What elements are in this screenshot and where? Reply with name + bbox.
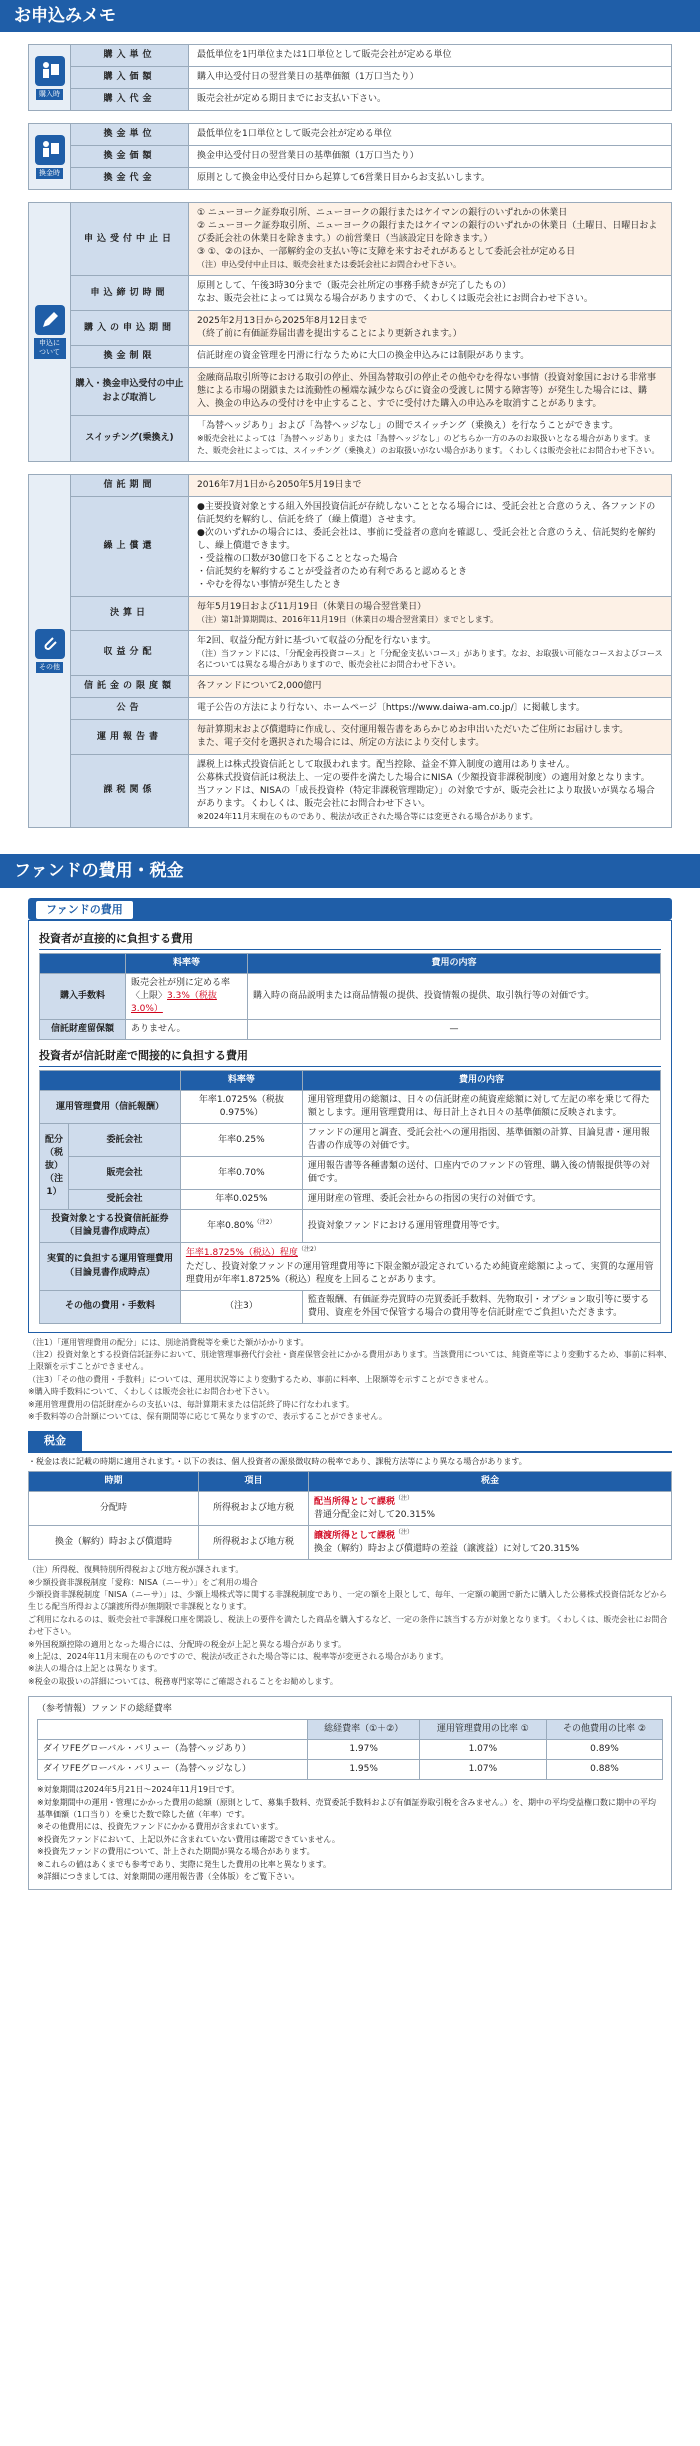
other-row-label: 公告	[71, 698, 189, 719]
retention-desc: —	[248, 1020, 661, 1040]
other-line: （注）第1計算期間は、2016年11月19日（休業日の場合翌営業日）までとします。	[197, 615, 499, 625]
other-row-value	[189, 755, 671, 827]
application-section	[28, 202, 672, 461]
tax-notes	[28, 1564, 672, 1688]
tax-header: 項目	[199, 1471, 309, 1491]
note-line: ※投資先ファンドの費用について、計上された期間が異なる場合があります。	[37, 1847, 315, 1857]
ref-cell: 0.88%	[546, 1760, 662, 1780]
application-row-value	[189, 346, 671, 367]
note-line: ※その他費用には、投資先ファンドにかかる費用が含まれています。	[37, 1822, 283, 1832]
tax-item: 所得税および地方税	[199, 1492, 309, 1526]
ref-cell: 0.89%	[546, 1740, 662, 1760]
table-row	[71, 755, 671, 827]
other-row-label: 信託期間	[71, 475, 189, 496]
dist-rate: 年率0.025%	[180, 1190, 302, 1210]
application-line: なお、販売会社によっては異なる場合がありますので、くわしくは販売会社にお問合わせ下さい。	[197, 294, 593, 305]
other-row-label: 運用報告書	[71, 720, 189, 754]
table-row	[71, 631, 671, 676]
table-row	[71, 720, 671, 755]
purchase-row-value: 販売会社が定める期日までにお支払い下さい。	[189, 89, 671, 110]
table-row	[71, 311, 671, 346]
ref-cell: ダイワFEグローバル・バリュー（為替ヘッジなし）	[38, 1760, 308, 1780]
tax-header: 税金	[309, 1471, 672, 1491]
table-row	[71, 497, 671, 597]
note-line: ※少額投資非課税制度「愛称：NISA（ニーサ）」をご利用の場合	[28, 1577, 258, 1587]
other-line: ●主要投資対象とする組入外国投資信託が存続しないこととなる場合には、受託会社と合意のうえ、各ファンドの信託契約を解約し、信託を終了（繰上償還）させます。	[197, 501, 656, 525]
table-row	[40, 1124, 661, 1157]
table-row	[71, 676, 671, 698]
application-line: ③ ①、②のほか、一部解約金の支払い等に支障を来すおそれがあるとして委託会社が定める日	[197, 247, 576, 258]
dist-label: 委託会社	[69, 1124, 181, 1157]
other-line: 公募株式投資信託は税法上、一定の要件を満たした場合にNISA（少額投資非課税制度）の適用対象となります。	[197, 773, 650, 784]
redemption-icon-cell	[29, 124, 71, 189]
purchase-fee-rate: 販売会社が別に定める率〈上限〉3.3%（税抜3.0%）	[126, 973, 248, 1019]
table-row	[40, 1020, 661, 1040]
expense-ratio-notes	[37, 1784, 663, 1883]
fees-section	[28, 898, 672, 1333]
purchase-row-value: 購入申込受付日の翌営業日の基準価額（1万口当たり）	[189, 67, 671, 88]
other-line: ・やむを得ない事情が発生したとき	[197, 580, 342, 590]
other-row-label: 課税関係	[71, 755, 189, 827]
other-line: また、電子交付を選択された場合には、所定の方法により交付します。	[197, 738, 485, 749]
note-line: ※手数料等の合計額については、保有期間等に応じて異なりますので、表示することができません。	[28, 1412, 387, 1422]
table-row	[29, 1526, 672, 1560]
application-row-value	[189, 368, 671, 415]
direct-cost-table	[39, 953, 661, 1040]
other-fee-desc: 監査報酬、有価証券売買時の売買委託手数料、先物取引・オプション取引等に要する費用、資産を外国で保管する場合の費用等を信託財産でご負担いただきます。	[302, 1290, 660, 1323]
tax-value: 譲渡所得として課税$^{(注)}$ 換金（解約）時および償還時の差益（譲渡益）に対して20.315%	[309, 1526, 672, 1560]
dist-label: 受託会社	[69, 1190, 181, 1210]
table-row	[40, 1210, 661, 1243]
table-row	[71, 475, 671, 497]
application-row-label: 申込受付中止日	[71, 203, 189, 275]
purchase-fee-label: 購入手数料	[40, 973, 126, 1019]
table-row	[40, 1290, 661, 1323]
table-row	[40, 973, 661, 1019]
other-row-label: 繰上償還	[71, 497, 189, 596]
tax-value: 配当所得として課税$^{(注)}$ 普通分配金に対して20.315%	[309, 1492, 672, 1526]
retention-rate: ありません。	[126, 1020, 248, 1040]
indirect-header-desc: 費用の内容	[302, 1071, 660, 1091]
table-row	[71, 346, 671, 368]
redemption-row-label: 換金単位	[71, 124, 189, 145]
application-block	[28, 202, 672, 461]
table-row	[40, 1157, 661, 1190]
note-line: ※購入時手数料について、くわしくは販売会社にお問合わせ下さい。	[28, 1387, 275, 1397]
application-row-value	[189, 203, 671, 275]
application-row-value	[189, 276, 671, 310]
other-row-label: 決算日	[71, 597, 189, 630]
table-row	[71, 146, 671, 168]
other-line: 年2回、収益分配方針に基づいて収益の分配を行ないます。	[197, 635, 437, 646]
redemption-section	[28, 123, 672, 190]
other-line: 電子公告の方法により行ない、ホームページ〔https://www.daiwa-am.co.jp/〕に掲載します。	[197, 702, 585, 713]
other-line: 各ファンドについて2,000億円	[197, 680, 322, 691]
expense-ratio-title: （参考情報）ファンドの総経費率	[37, 1704, 172, 1715]
dist-desc: 運用報告書等各種書類の送付、口座内でのファンドの管理、購入後の情報提供等の対価です。	[302, 1157, 660, 1190]
target-fund-rate: 年率0.80%$^{(注2)}$	[180, 1210, 302, 1243]
tax-time: 分配時	[29, 1492, 199, 1526]
direct-header-blank	[40, 953, 126, 973]
ref-cell: 1.07%	[419, 1760, 546, 1780]
note-line: ※税金の取扱いの詳細については、税務専門家等にご確認されることをお勧めします。	[28, 1676, 338, 1686]
application-line: ① ニューヨーク証券取引所、ニューヨークの銀行またはケイマンの銀行のいずれかの休業日	[197, 208, 568, 219]
application-row-label: スイッチング(乗換え)	[71, 416, 189, 460]
note-line: ※外国税額控除の適用となった場合には、分配時の税金が上記と異なる場合があります。	[28, 1639, 347, 1649]
redemption-icon-label: 換金時	[36, 168, 63, 179]
fees-title: ファンドの費用・税金	[0, 854, 700, 888]
table-row	[71, 89, 671, 110]
indirect-cost-title: 投資者が信託財産で間接的に負担する費用	[39, 1048, 661, 1067]
table-row	[40, 1091, 661, 1124]
other-row-label: 信託金の限度額	[71, 676, 189, 697]
purchase-icon-cell	[29, 45, 71, 110]
mgmt-fee-rate: 年率1.0725%（税抜0.975%）	[180, 1091, 302, 1124]
other-row-value	[189, 475, 671, 496]
direct-header-rate: 料率等	[126, 953, 248, 973]
table-row	[71, 124, 671, 146]
table-row	[71, 368, 671, 416]
other-line: ・信託契約を解約することが受益者のため有利であると認めるとき	[197, 566, 468, 577]
other-line: 毎年5月19日および11月19日（休業日の場合翌営業日）	[197, 602, 427, 613]
other-icon-label: その他	[36, 662, 63, 673]
dist-rate: 年率0.70%	[180, 1157, 302, 1190]
other-icon-cell	[29, 475, 71, 827]
purchase-block	[28, 44, 672, 111]
application-icon-cell	[29, 203, 71, 460]
effective-fee-value: 年率1.8725%（税込）程度$^{(注2)}$ ただし、投資対象ファンドの運用管理費用等に下限金額が設定されているため純資産総額によって、実質的な運用管理費用が年率1.8725%（税込）程度を上回ることがあります。	[180, 1243, 660, 1290]
application-icon-label: 申込について	[34, 338, 66, 358]
other-line: 課税上は株式投資信託として取扱われます。配当控除、益金不算入制度の適用はありません。	[197, 760, 575, 771]
note-line: （注2）投資対象とする投資信託証券において、別途管理事務代行会社・資産保管会社にかかる費用があります。当該費用については、純資産等により変動するため、事前に料率、上限額を示すことができません。	[28, 1350, 672, 1372]
ref-cell: 1.07%	[419, 1740, 546, 1760]
application-row-value	[189, 311, 671, 345]
note-line: （注）所得税、復興特別所得税および地方税が課されます。	[28, 1565, 244, 1575]
table-row	[71, 168, 671, 189]
other-row-value	[189, 676, 671, 697]
application-line: 信託財産の資金管理を円滑に行なうために大口の換金申込みには制限があります。	[197, 351, 530, 362]
table-row	[29, 1492, 672, 1526]
pen-icon	[35, 305, 65, 335]
redemption-block	[28, 123, 672, 190]
redemption-row-value: 換金申込受付日の翌営業日の基準価額（1万口当たり）	[189, 146, 671, 167]
other-block	[28, 474, 672, 828]
application-line: ※販売会社によっては「為替ヘッジあり」または「為替ヘッジなし」のどちらか一方のみのお取扱いとなる場合があります。また、販売会社によっては、スイッチング（乗換え）のお取扱いがない場合があります。くわしくは販売会社にお問合わせ下さい。	[197, 434, 660, 456]
target-fund-desc: 投資対象ファンドにおける運用管理費用等です。	[302, 1210, 660, 1243]
other-row-label: 収益分配	[71, 631, 189, 675]
note-line: ※法人の場合は上記とは異なります。	[28, 1664, 163, 1674]
dist-desc: 運用財産の管理、委託会社からの指図の実行の対価です。	[302, 1190, 660, 1210]
table-row	[38, 1760, 663, 1780]
indirect-cost-table	[39, 1070, 661, 1324]
application-row-label: 申込締切時間	[71, 276, 189, 310]
redemption-person-icon	[35, 135, 65, 165]
note-line: ※対象期間は2024年5月21日〜2024年11月19日です。	[37, 1785, 240, 1795]
other-line: ・受益権の口数が30億口を下ることとなった場合	[197, 553, 398, 564]
note-line: （注3）「その他の費用・手数料」については、運用状況等により変動するため、事前に料率、上限額等を示すことができません。	[28, 1374, 494, 1384]
fees-box	[28, 920, 672, 1333]
table-row	[71, 45, 671, 67]
effective-fee-label: 実質的に負担する運用管理費用（目論見書作成時点）	[40, 1243, 181, 1290]
application-line: 原則として、午後3時30分まで（販売会社所定の事務手続きが完了したもの）	[197, 281, 512, 292]
indirect-header-rate: 料率等	[180, 1071, 302, 1091]
ref-header: 総経費率（①＋②）	[308, 1720, 419, 1740]
purchase-person-icon	[35, 56, 65, 86]
dist-label: 販売会社	[69, 1157, 181, 1190]
table-row	[71, 276, 671, 311]
purchase-row-label: 購入代金	[71, 89, 189, 110]
note-line: ご利用になれるのは、販売会社で非課税口座を開設し、税法上の要件を満たした商品を購入するなど、一定の条件に該当する方が対象となります。くわしくは、販売会社にお問合わせ下さい。	[28, 1614, 668, 1637]
expense-ratio-box	[28, 1696, 672, 1890]
table-row	[71, 67, 671, 89]
redemption-row-value: 最低単位を1口単位として販売会社が定める単位	[189, 124, 671, 145]
table-row	[40, 1243, 661, 1290]
fees-section-bar	[28, 898, 672, 920]
ref-cell: 1.95%	[308, 1760, 419, 1780]
tax-title: 税金	[28, 1431, 82, 1451]
note-line: （注1）「運用管理費用の配分」には、別途消費税等を乗じた額がかかります。	[28, 1337, 309, 1347]
table-row	[71, 597, 671, 631]
application-line: 2025年2月13日から2025年8月12日まで	[197, 316, 368, 327]
note-line: ※投資先ファンドにおいて、上記以外に含まれていない費用は確認できていません。	[37, 1834, 340, 1844]
direct-cost-title: 投資者が直接的に負担する費用	[39, 931, 661, 950]
purchase-row-label: 購入単位	[71, 45, 189, 66]
other-line: 当ファンドは、NISAの「成長投資枠（特定非課税管理勘定）」の対象ですが、販売会社により取扱いが異なる場合があります。くわしくは、販売会社にお問合わせ下さい。	[197, 786, 655, 810]
indirect-header-blank	[40, 1071, 181, 1091]
ref-header: 運用管理費用の比率 ①	[419, 1720, 546, 1740]
other-row-value	[189, 597, 671, 630]
distribution-label: 配分（税抜）（注1）	[40, 1124, 69, 1210]
other-line: 2016年7月1日から2050年5月19日まで	[197, 479, 362, 490]
note-line: 少額投資非課税制度「NISA（ニーサ）」は、少額上場株式等に関する非課税制度であり、一定の額を上限として、毎年、一定額の範囲で新たに購入した公募株式投資信託などから生じる配当所得および譲渡所得が無期限で非課税となります。	[28, 1589, 667, 1612]
application-row-label: 購入・換金申込受付の中止および取消し	[71, 368, 189, 415]
application-line: （終了前に有価証券届出書を提出することにより更新されます。）	[197, 329, 462, 340]
page-title: お申込みメモ	[0, 0, 700, 32]
ref-cell: ダイワFEグローバル・バリュー（為替ヘッジあり）	[38, 1740, 308, 1760]
tax-section	[28, 1431, 672, 1560]
table-row	[40, 1190, 661, 1210]
application-row-value	[189, 416, 671, 460]
redemption-row-label: 換金代金	[71, 168, 189, 189]
tax-intro: ・税金は表に記載の時期に適用されます。・以下の表は、個人投資者の源泉徴収時の税率であり、課税方法等により異なる場合があります。	[28, 1457, 527, 1467]
note-line: ※対象期間中の運用・管理にかかった費用の総額（原則として、募集手数料、売買委託手数料および有価証券取引税を含みません。）を、期中の平均受益権口数に期中の平均基準価額（1口当り）を乗じた数で除した値（年率）です。	[37, 1797, 657, 1820]
ref-header	[38, 1720, 308, 1740]
other-line: ※2024年11月末現在のものであり、税法が改正された場合等には変更される場合があります。	[197, 812, 538, 822]
other-row-value	[189, 631, 671, 675]
redemption-row-value: 原則として換金申込受付日から起算して6営業日目からお支払いします。	[189, 168, 671, 189]
other-line: （注）当ファンドには、「分配金再投資コース」と「分配金支払いコース」があります。なお、お取扱い可能なコースおよびコース名については異なる場合がありますので、販売会社にお問合わせ下さい。	[197, 648, 663, 670]
dist-rate: 年率0.25%	[180, 1124, 302, 1157]
other-fee-rate: （注3）	[180, 1290, 302, 1323]
purchase-fee-desc: 購入時の商品説明または商品情報の提供、投資情報の提供、取引執行等の対価です。	[248, 973, 661, 1019]
dist-desc: ファンドの運用と調査、受託会社への運用指図、基準価額の計算、目論見書・運用報告書の作成等の対価です。	[302, 1124, 660, 1157]
tax-item: 所得税および地方税	[199, 1526, 309, 1560]
table-row	[71, 698, 671, 720]
other-row-value	[189, 698, 671, 719]
expense-ratio-table	[37, 1719, 663, 1780]
other-row-value	[189, 720, 671, 754]
application-line: 金融商品取引所等における取引の停止、外国為替取引の停止その他やむを得ない事情（投資対象国における非常事態による市場の閉鎖または流動性の極端な減少ならびに資金の受渡しに関する障害等）が発生した場合には、購入、換金の申込みの受付けを中止すること、すでに受付けた購入の申込みを取消すことがあります。	[197, 373, 657, 410]
purchase-section	[28, 44, 672, 111]
other-line: ●次のいずれかの場合には、委託会社は、事前に受益者の意向を確認し、受託会社と合意のうえ、信託契約を解約し、繰上償還できます。	[197, 527, 656, 551]
table-row	[38, 1740, 663, 1760]
mgmt-fee-label: 運用管理費用（信託報酬）	[40, 1091, 181, 1124]
application-line: ② ニューヨーク証券取引所、ニューヨークの銀行またはケイマンの銀行のいずれかの休業日（土曜日、日曜日および委託会社の休業日を除きます。）の前営業日（当該設定日を除きます。）	[197, 221, 658, 245]
ref-cell: 1.97%	[308, 1740, 419, 1760]
retention-label: 信託財産留保額	[40, 1020, 126, 1040]
note-line: ※運用管理費用の信託財産からの支払いは、毎計算期末または信託終了時に行なわれます。	[28, 1399, 355, 1409]
other-section	[28, 474, 672, 828]
other-row-value	[189, 497, 671, 596]
redemption-row-label: 換金価額	[71, 146, 189, 167]
purchase-icon-label: 購入時	[36, 89, 63, 100]
fees-section-tag: ファンドの費用	[36, 901, 133, 919]
tax-time: 換金（解約）時および償還時	[29, 1526, 199, 1560]
note-line: ※これらの値はあくまでも参考であり、実際に発生した費用の比率と異なります。	[37, 1859, 332, 1869]
paperclip-icon	[35, 629, 65, 659]
target-fund-label: 投資対象とする投資信託証券（目論見書作成時点）	[40, 1210, 181, 1243]
other-line: 毎計算期末および償還時に作成し、交付運用報告書をあらかじめお申出いただいたご住所にお届けします。	[197, 725, 629, 736]
note-line: ※上記は、2024年11月末現在のものですので、税法が改正された場合等には、税率等が変更される場合があります。	[28, 1651, 449, 1661]
ref-header: その他費用の比率 ②	[546, 1720, 662, 1740]
purchase-row-value: 最低単位を1円単位または1口単位として販売会社が定める単位	[189, 45, 671, 66]
direct-header-desc: 費用の内容	[248, 953, 661, 973]
application-row-label: 購入の申込期間	[71, 311, 189, 345]
other-fee-label: その他の費用・手数料	[40, 1290, 181, 1323]
fee-notes	[28, 1337, 672, 1424]
application-line: 「為替ヘッジあり」および「為替ヘッジなし」の間でスイッチング（乗換え）を行なうことができます。	[197, 421, 619, 432]
tax-header: 時期	[29, 1471, 199, 1491]
note-line: ※詳細につきましては、対象期間の運用報告書（全体版）をご覧下さい。	[37, 1872, 300, 1882]
table-row	[71, 416, 671, 460]
application-line: （注）申込受付中止日は、販売会社または委託会社にお問合わせ下さい。	[197, 260, 461, 270]
tax-table	[28, 1471, 672, 1560]
application-row-label: 換金制限	[71, 346, 189, 367]
purchase-row-label: 購入価額	[71, 67, 189, 88]
mgmt-fee-desc: 運用管理費用の総額は、日々の信託財産の純資産総額に対して左記の率を乗じて得た額とします。運用管理費用は、毎日計上され日々の基準価額に反映されます。	[302, 1091, 660, 1124]
table-row	[71, 203, 671, 276]
